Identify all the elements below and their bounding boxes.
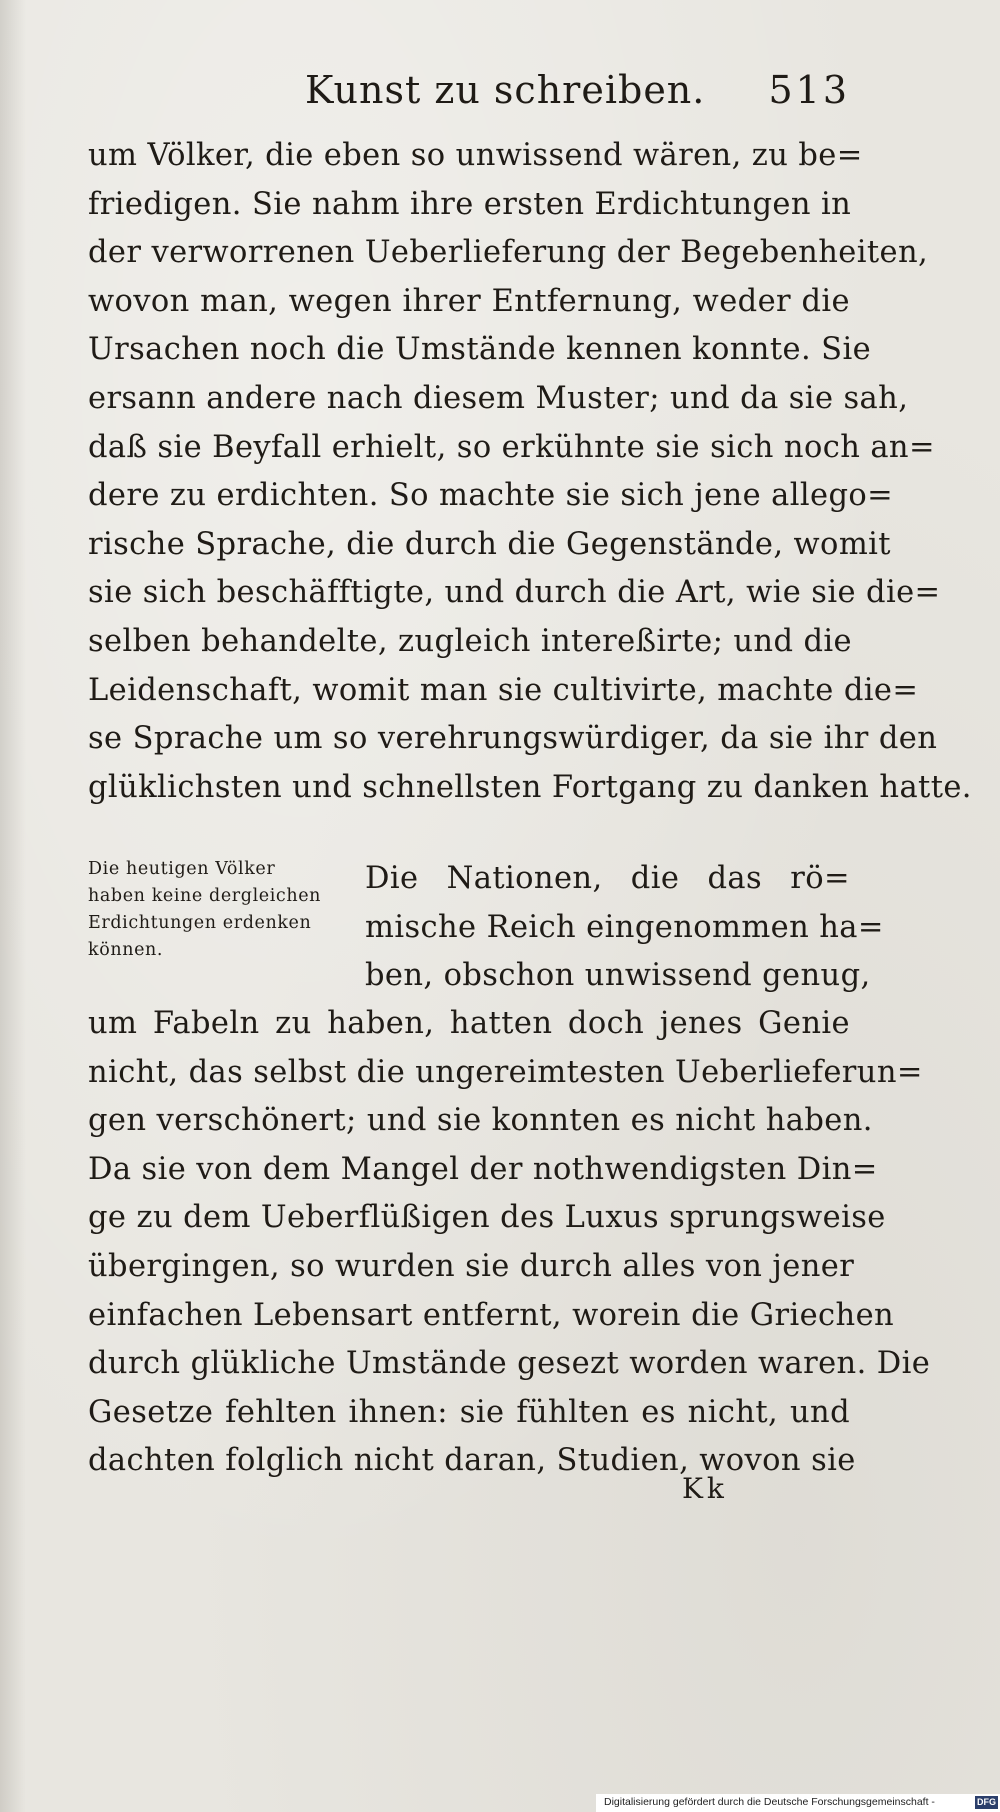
- marginal-note: [88, 856, 353, 964]
- text-line: sie sich beschäfftigte, und durch die Art, wie sie die=: [88, 575, 941, 611]
- paragraph-2: [88, 1000, 931, 1486]
- text-line: nicht, das selbst die ungereimtesten Ueberlieferun=: [88, 1054, 923, 1090]
- text-line: Die Nationen, die das rö=: [365, 861, 850, 896]
- text-line: dachten folglich nicht daran, Studien, wovon sie: [88, 1443, 856, 1479]
- text-line: dere zu erdichten. So machte sie sich jene allego=: [88, 478, 894, 514]
- running-title: Kunst zu schreiben.: [305, 68, 706, 112]
- text-line: der verworrenen Ueberlieferung der Begebenheiten,: [88, 235, 929, 271]
- text-line: übergingen, so wurden sie durch alles von jener: [88, 1248, 855, 1284]
- text-line: Gesetze fehlten ihnen: sie fühlten es nicht, und: [88, 1394, 850, 1430]
- marginal-note-line: haben keine dergleichen: [88, 886, 322, 906]
- page-number: 513: [768, 68, 850, 112]
- paragraph-2-opening: [365, 855, 884, 1001]
- text-line: durch glükliche Umstände gesezt worden waren. Die: [88, 1346, 931, 1382]
- text-line: ge zu dem Ueberflüßigen des Luxus sprungsweise: [88, 1200, 886, 1236]
- marginal-note-line: können.: [88, 940, 164, 960]
- paragraph-1: [88, 132, 972, 812]
- dfg-logo-icon: DFG: [977, 1797, 996, 1807]
- text-line: um Völker, die eben so unwissend wären, zu be=: [88, 138, 863, 173]
- text-line: wovon man, wegen ihrer Entfernung, weder die: [88, 283, 850, 319]
- text-line: rische Sprache, die durch die Gegenstände, womit: [88, 526, 891, 562]
- text-line: ersann andere nach diesem Muster; und da sie sah,: [88, 380, 909, 416]
- marginal-note-line: Die heutigen Völker: [88, 859, 276, 879]
- text-line: ben, obschon unwissend genug,: [365, 958, 871, 994]
- text-line: gen verschönert; und sie konnten es nicht haben.: [88, 1103, 873, 1139]
- text-line: mische Reich eingenommen ha=: [365, 909, 884, 945]
- text-line: selben behandelte, zugleich intereßirte; und die: [88, 623, 853, 659]
- text-line: einfachen Lebensart entfernt, worein die Griechen: [88, 1297, 895, 1333]
- text-line: Leidenschaft, womit man sie cultivirte, machte die=: [88, 672, 919, 708]
- catchword: Kk: [682, 1472, 728, 1505]
- text-line: Ursachen noch die Umstände kennen konnte. Sie: [88, 332, 872, 368]
- marginal-note-line: Erdichtungen erdenken: [88, 913, 312, 933]
- footer-credit: Digitalisierung gefördert durch die Deutsche Forschungsgemeinschaft -: [604, 1796, 935, 1808]
- page-header: [90, 62, 850, 122]
- text-line: um Fabeln zu haben, hatten doch jenes Genie: [88, 1006, 850, 1041]
- text-line: Da sie von dem Mangel der nothwendigsten Din=: [88, 1151, 878, 1187]
- text-line: friedigen. Sie nahm ihre ersten Erdichtungen in: [88, 186, 852, 222]
- text-line: daß sie Beyfall erhielt, so erkühnte sie sich noch an=: [88, 429, 935, 465]
- gutter-shadow: [0, 0, 26, 1812]
- digitization-footer: [596, 1794, 1000, 1812]
- text-line: se Sprache um so verehrungswürdiger, da sie ihr den: [88, 721, 938, 757]
- text-line: glüklichsten und schnellsten Fortgang zu danken hatte.: [88, 769, 972, 805]
